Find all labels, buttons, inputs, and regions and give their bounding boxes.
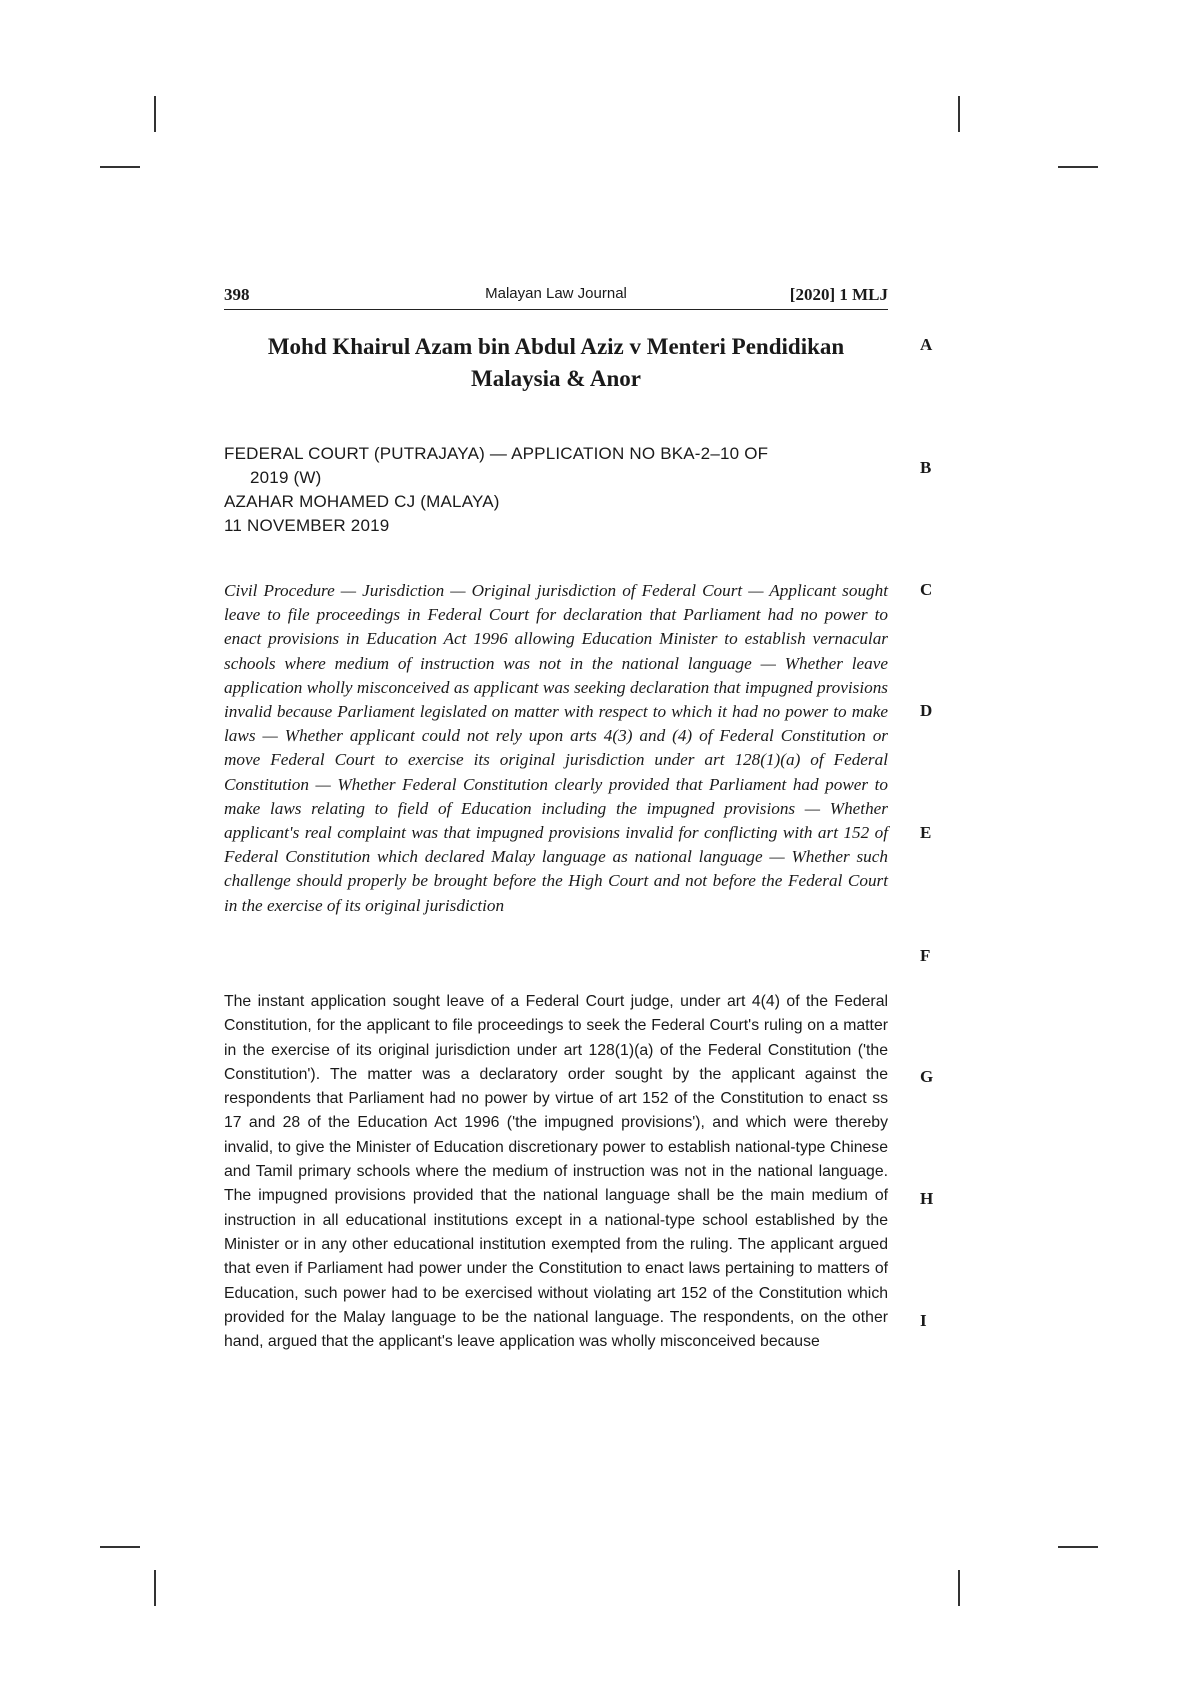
page-number: 398	[224, 285, 250, 304]
catchwords: Civil Procedure — Jurisdiction — Original jurisdiction of Federal Court — Applicant sought leave to file proceedings in Federal Court for declaration that Parliament had no power to enact provisions in Education Act 1996 allowing Education Minister to establish vernacular schools where medium of instruction was not in the national language — Whether leave application wholly misconceived as applicant was seeking declaration that impugned provisions invalid because Parliament legislated on matter with respect to which it had no power to make laws — Whether applicant could not rely upon arts 4(3) and (4) of Federal Constitution or move Federal Court to exercise its original jurisdiction under art 128(1)(a) of Federal Constitution — Whether Federal Constitution clearly provided that Parliament had power to make laws relating to field of Education including the impugned provisions — Whether applicant's real complaint was that impugned provisions invalid for conflicting with art 152 of Federal Constitution which declared Malay language as national language — Whether such challenge should properly be brought before the High Court and not before the Federal Court in the exercise of its original jurisdiction	[224, 581, 888, 915]
margin-marker: G	[920, 1067, 934, 1086]
headnote: The instant application sought leave of a Federal Court judge, under art 4(4) of the Federal Constitution, for the applicant to file proceedings to seek the Federal Court's ruling on a matter in the exercise of its original jurisdiction under art 128(1)(a) of the Federal Constitution ('the Constitution'). The matter was a declaratory order sought by the applicant against the respondents that Parliament had no power by virtue of art 152 of the Constitution to enact ss 17 and 28 of the Education Act 1996 ('the impugned provisions'), and which were thereby invalid, to give the Minister of Education discretionary power to establish national-type Chinese and Tamil primary schools where the medium of instruction was not in the national language. The impugned provisions provided that the national language shall be the main medium of instruction in all educational institutions except in a national-type school established by the Minister or in any other educational institution exempted from the ruling. The applicant argued that even if Parliament had power under the Constitution to enact laws pertaining to matters of Education, such power had to be exercised without violating art 152 of the Constitution which provided for the Malay language to be the national language. The respondents, on the other hand, argued that the applicant's leave application was wholly misconceived because	[224, 993, 888, 1351]
margin-marker: D	[920, 701, 933, 720]
margin-marker: A	[920, 335, 933, 354]
court-line: 2019 (W)	[250, 468, 322, 487]
margin-marker: B	[920, 458, 932, 477]
case-title-line: Mohd Khairul Azam bin Abdul Aziz v Menteri Pendidikan	[267, 334, 845, 359]
running-header	[224, 285, 888, 310]
crop-mark	[1058, 1546, 1098, 1548]
crop-mark	[100, 166, 140, 168]
crop-mark	[154, 96, 156, 132]
judge-name: AZAHAR MOHAMED CJ (MALAYA)	[224, 492, 500, 511]
margin-marker: F	[920, 946, 931, 965]
journal-name: Malayan Law Journal	[485, 285, 627, 302]
crop-mark	[1058, 166, 1098, 168]
case-title	[224, 331, 888, 395]
decision-date: 11 NOVEMBER 2019	[224, 516, 390, 535]
court-info	[224, 442, 888, 538]
margin-marker: E	[920, 823, 932, 842]
citation: [2020] 1 MLJ	[789, 285, 888, 304]
case-title-line: Malaysia & Anor	[471, 366, 641, 391]
crop-mark	[958, 1570, 960, 1606]
margin-marker: H	[920, 1189, 934, 1208]
margin-marker: I	[920, 1311, 927, 1330]
court-line: FEDERAL COURT (PUTRAJAYA) — APPLICATION NO BKA-2–10 OF	[224, 444, 769, 463]
crop-mark	[100, 1546, 140, 1548]
crop-mark	[958, 96, 960, 132]
crop-mark	[154, 1570, 156, 1606]
margin-marker: C	[920, 580, 933, 599]
